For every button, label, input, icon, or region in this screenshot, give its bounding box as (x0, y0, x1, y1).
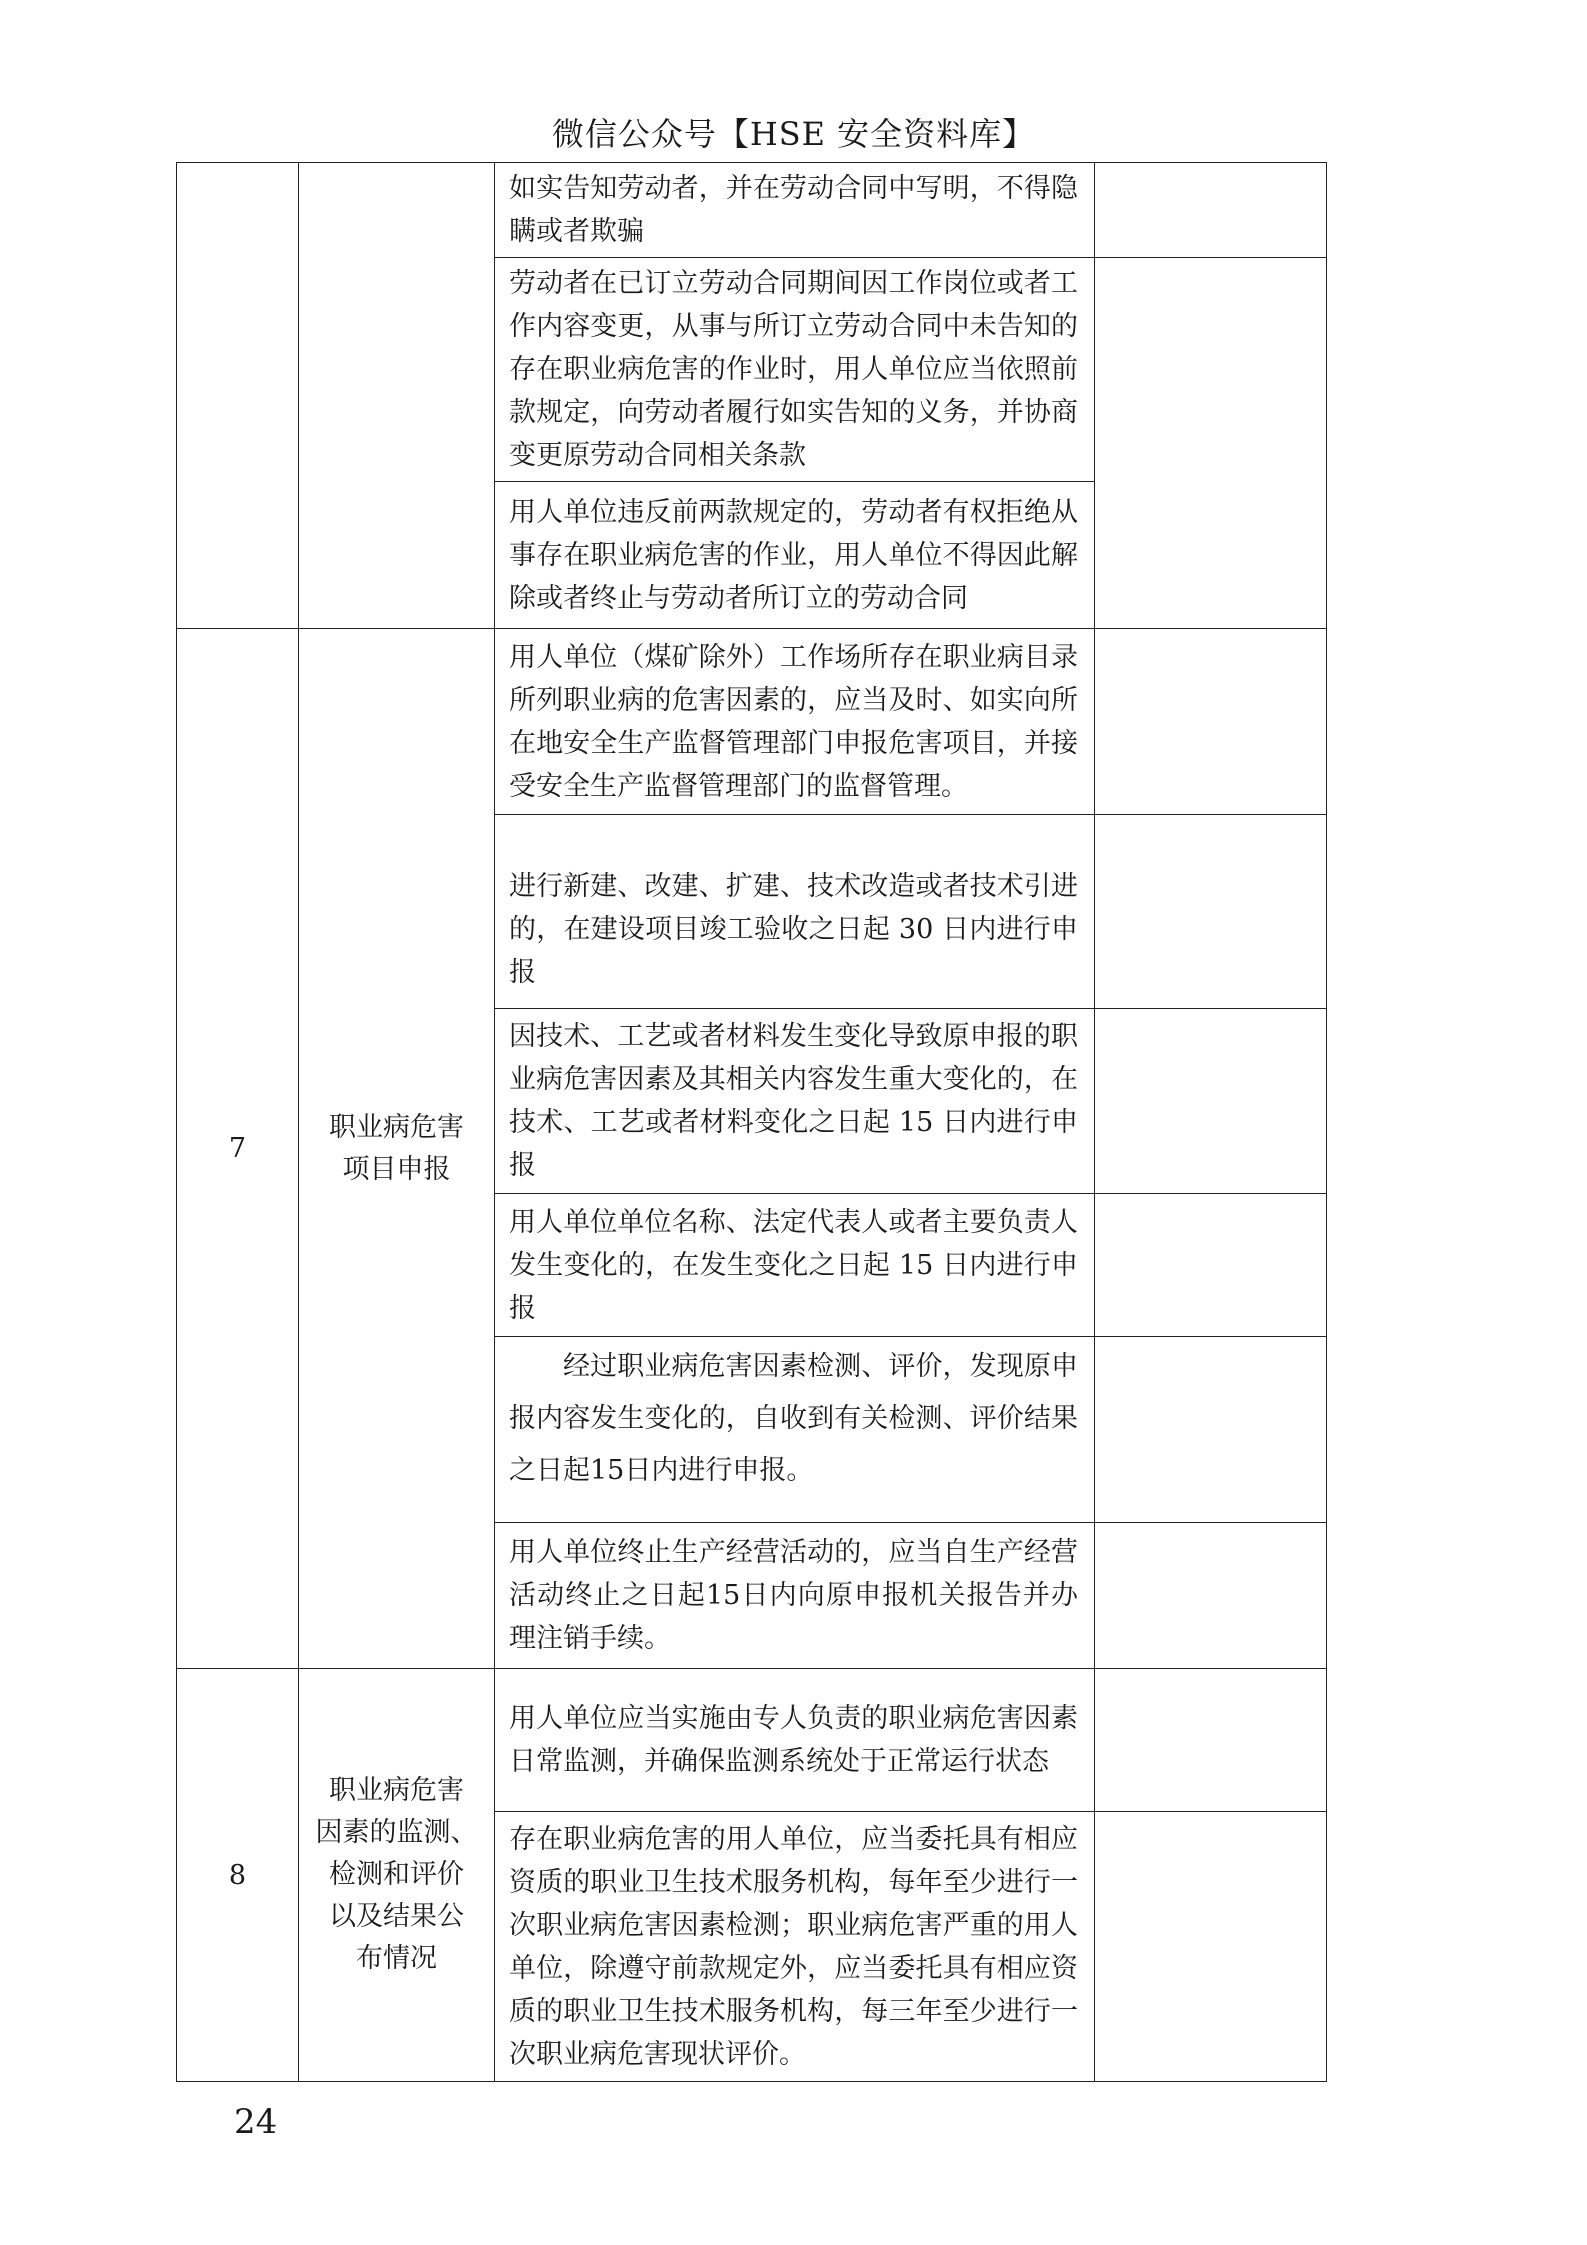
item-cell (299, 163, 495, 629)
result-cell[interactable] (1095, 1009, 1327, 1194)
item-label-line: 以及结果公 (329, 1901, 464, 1932)
requirement-cell: 用人单位违反前两款规定的，劳动者有权拒绝从事存在职业病危害的作业，用人单位不得因此解除或者终止与劳动者所订立的劳动合同 (495, 482, 1095, 629)
result-cell[interactable] (1095, 258, 1327, 629)
table-row (177, 1669, 1327, 1812)
result-cell[interactable] (1095, 815, 1327, 1009)
item-label-line: 项目申报 (342, 1153, 451, 1185)
item-label-line: 布情况 (356, 1943, 437, 1974)
requirement-cell: 进行新建、改建、扩建、技术改造或者技术引进的，在建设项目竣工验收之日起 30 日内进行申报 (495, 815, 1095, 1009)
inspection-table (176, 162, 1327, 2082)
requirement-cell: 经过职业病危害因素检测、评价，发现原申报内容发生变化的，自收到有关检测、评价结果之日起15日内进行申报。 (495, 1337, 1095, 1523)
table-row (177, 629, 1327, 815)
requirement-cell: 劳动者在已订立劳动合同期间因工作岗位或者工作内容变更，从事与所订立劳动合同中未告知的存在职业病危害的作业时，用人单位应当依照前款规定，向劳动者履行如实告知的义务，并协商变更原劳动合同相关条款 (495, 258, 1095, 482)
item-label-line: 职业病危害 (329, 1111, 464, 1143)
requirement-cell: 因技术、工艺或者材料发生变化导致原申报的职业病危害因素及其相关内容发生重大变化的，在技术、工艺或者材料变化之日起 15 日内进行申报 (495, 1009, 1095, 1194)
item-label-line: 职业病危害 (329, 1775, 464, 1806)
result-cell[interactable] (1095, 1812, 1327, 2082)
number-cell (177, 163, 299, 629)
requirement-cell: 用人单位（煤矿除外）工作场所存在职业病目录所列职业病的危害因素的，应当及时、如实向所在地安全生产监督管理部门申报危害项目，并接受安全生产监督管理部门的监督管理。 (495, 629, 1095, 815)
result-cell[interactable] (1095, 629, 1327, 815)
result-cell[interactable] (1095, 1669, 1327, 1812)
item-cell (299, 1669, 495, 2082)
result-cell[interactable] (1095, 163, 1327, 258)
table-row (177, 163, 1327, 258)
result-cell[interactable] (1095, 1523, 1327, 1669)
page-number: 24 (234, 2102, 278, 2142)
page-header-title: 微信公众号【HSE 安全资料库】 (551, 115, 1036, 153)
number-cell: 7 (177, 629, 299, 1669)
item-label-line: 因素的监测、 (315, 1817, 478, 1848)
result-cell[interactable] (1095, 1194, 1327, 1337)
result-cell[interactable] (1095, 1337, 1327, 1523)
requirement-cell: 如实告知劳动者，并在劳动合同中写明，不得隐瞒或者欺骗 (495, 163, 1095, 258)
item-cell (299, 629, 495, 1669)
item-label-line: 检测和评价 (329, 1859, 464, 1890)
requirement-cell: 用人单位应当实施由专人负责的职业病危害因素日常监测，并确保监测系统处于正常运行状态 (495, 1669, 1095, 1812)
requirement-cell: 存在职业病危害的用人单位，应当委托具有相应资质的职业卫生技术服务机构，每年至少进行一次职业病危害因素检测；职业病危害严重的用人单位，除遵守前款规定外，应当委托具有相应资质的职业卫生技术服务机构，每三年至少进行一次职业病危害现状评价。 (495, 1812, 1095, 2082)
requirement-cell: 用人单位单位名称、法定代表人或者主要负责人发生变化的，在发生变化之日起 15 日内进行申报 (495, 1194, 1095, 1337)
number-cell: 8 (177, 1669, 299, 2082)
requirement-cell: 用人单位终止生产经营活动的，应当自生产经营活动终止之日起15日内向原申报机关报告并办理注销手续。 (495, 1523, 1095, 1669)
